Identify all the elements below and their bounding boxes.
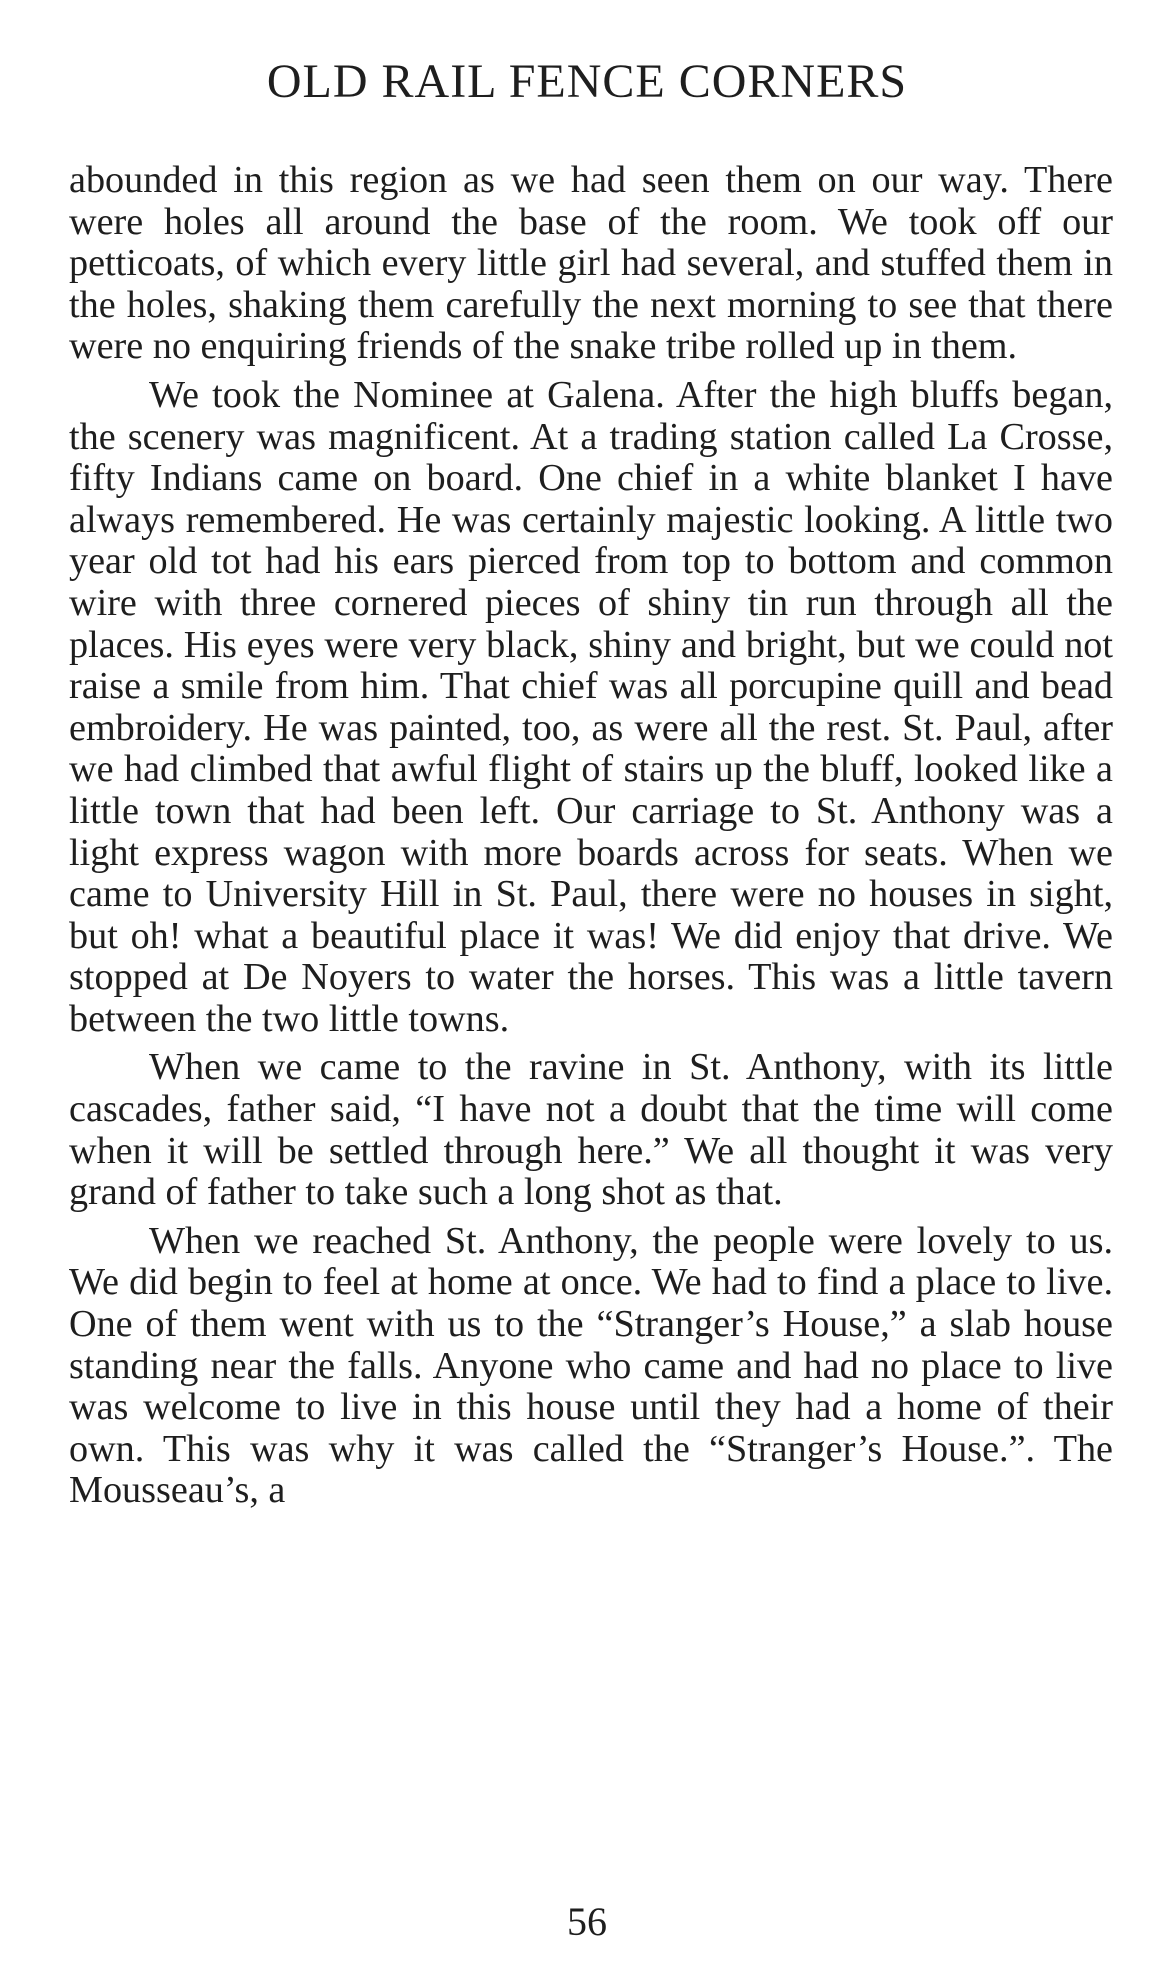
body-text: [69, 160, 1113, 1519]
page-number: 56: [567, 1899, 607, 1944]
paragraph-ravine-st-anthony: When we came to the ravine in St. Anthony, with its little cascades, father said, “I have not a doubt that the time will come when it will be settled through here.” We all thought it was very grand of father to take such a long shot as that.: [69, 1046, 1113, 1214]
paragraph-strangers-house: When we reached St. Anthony, the people were lovely to us. We did begin to feel at home at once. We had to find a place to live. One of them went with us to the “Stranger’s House,” a slab house standing near the falls. Anyone who came and had no place to live was welcome to live in this house until they had a home of their own. This was why it was called the “Stranger’s House.”. The Mousseau’s, a: [69, 1219, 1113, 1512]
paragraph-continuation: abounded in this region as we had seen them on our way. There were holes all around the base of the room. We took off our petticoats, of which every little girl had several, and stuffed them in the holes, shaking them carefully the next morning to see that there were no enquiring friends of the snake tribe rolled up in them.: [69, 159, 1113, 368]
paragraph-nominee-galena: We took the Nominee at Galena. After the high bluffs began, the scenery was magnificent. At a trading station called La Crosse, fifty Indians came on board. One chief in a white blanket I have always remembered. He was certainly majestic looking. A little two year old tot had his ears pierced from top to bottom and common wire with three cornered pieces of shiny tin run through all the places. His eyes were very black, shiny and bright, but we could not raise a smile from him. That chief was all porcupine quill and bead embroidery. He was painted, too, as were all the rest. St. Paul, after we had climbed that awful flight of stairs up the bluff, looked like a little town that had been left. Our carriage to St. Anthony was a light express wagon with more boards across for seats. When we came to University Hill in St. Paul, there were no houses in sight, but oh! what a beautiful place it was! We did enjoy that drive. We stopped at De Noyers to water the horses. This was a little tavern between the two little towns.: [69, 373, 1113, 1040]
running-head: OLD RAIL FENCE CORNERS: [266, 55, 908, 108]
